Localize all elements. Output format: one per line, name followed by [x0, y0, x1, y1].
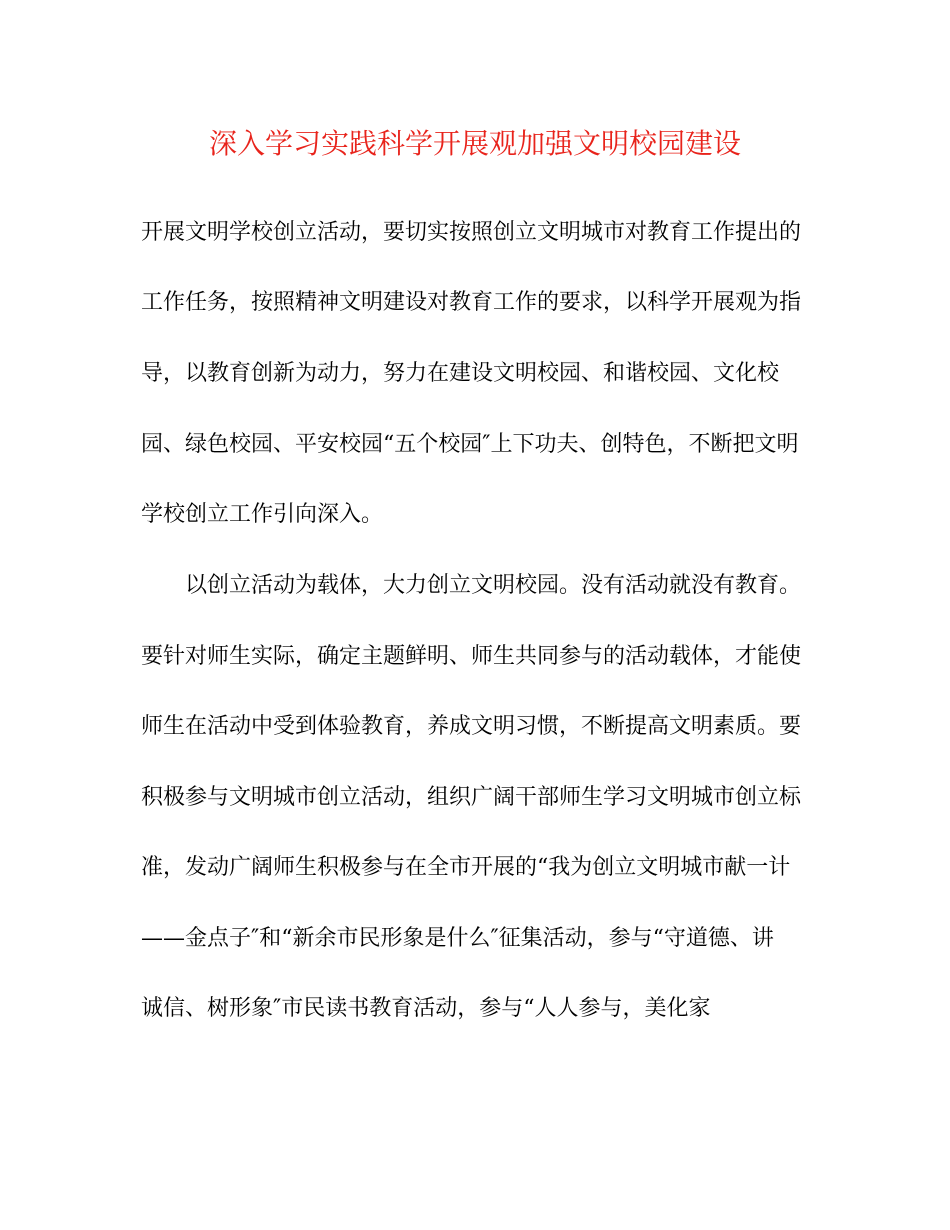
body-line-2: 工作任务，按照精神文明建设对教育工作的要求，以科学开展观为指 — [141, 290, 802, 315]
document-title: 深入学习实践科学开展观加强文明校园建设 — [208, 127, 741, 160]
body-line-4: 园、绿色校园、平安校园“五个校园″上下功夫、创特色，不断把文明 — [141, 432, 799, 457]
body-line-5: 学校创立工作引向深入。 — [141, 502, 384, 527]
body-line-8: 师生在活动中受到体验教育，养成文明习惯，不断提高文明素质。要 — [141, 714, 802, 739]
body-line-1: 开展文明学校创立活动，要切实按照创立文明城市对教育工作提出的 — [141, 220, 802, 245]
body-line-12: 诚信、树形象″市民读书教育活动，参与“人人参与，美化家 — [141, 996, 711, 1021]
paragraph-2-first-line: 以创立活动为载体，大力创立文明校园。没有活动就没有教育。 — [185, 573, 802, 598]
body-line-10: 准，发动广阔师生积极参与在全市开展的“我为创立文明城市献一计 — [141, 855, 791, 880]
body-line-9: 积极参与文明城市创立活动，组织广阔干部师生学习文明城市创立标 — [141, 785, 802, 810]
body-line-11: ——金点子″和“新余市民形象是什么″征集活动，参与“守道德、讲 — [141, 926, 774, 951]
body-line-3: 导，以教育创新为动力，努力在建设文明校园、和谐校园、文化校 — [141, 361, 780, 386]
body-line-7: 要针对师生实际，确定主题鲜明、师生共同参与的活动载体，才能使 — [141, 644, 802, 669]
